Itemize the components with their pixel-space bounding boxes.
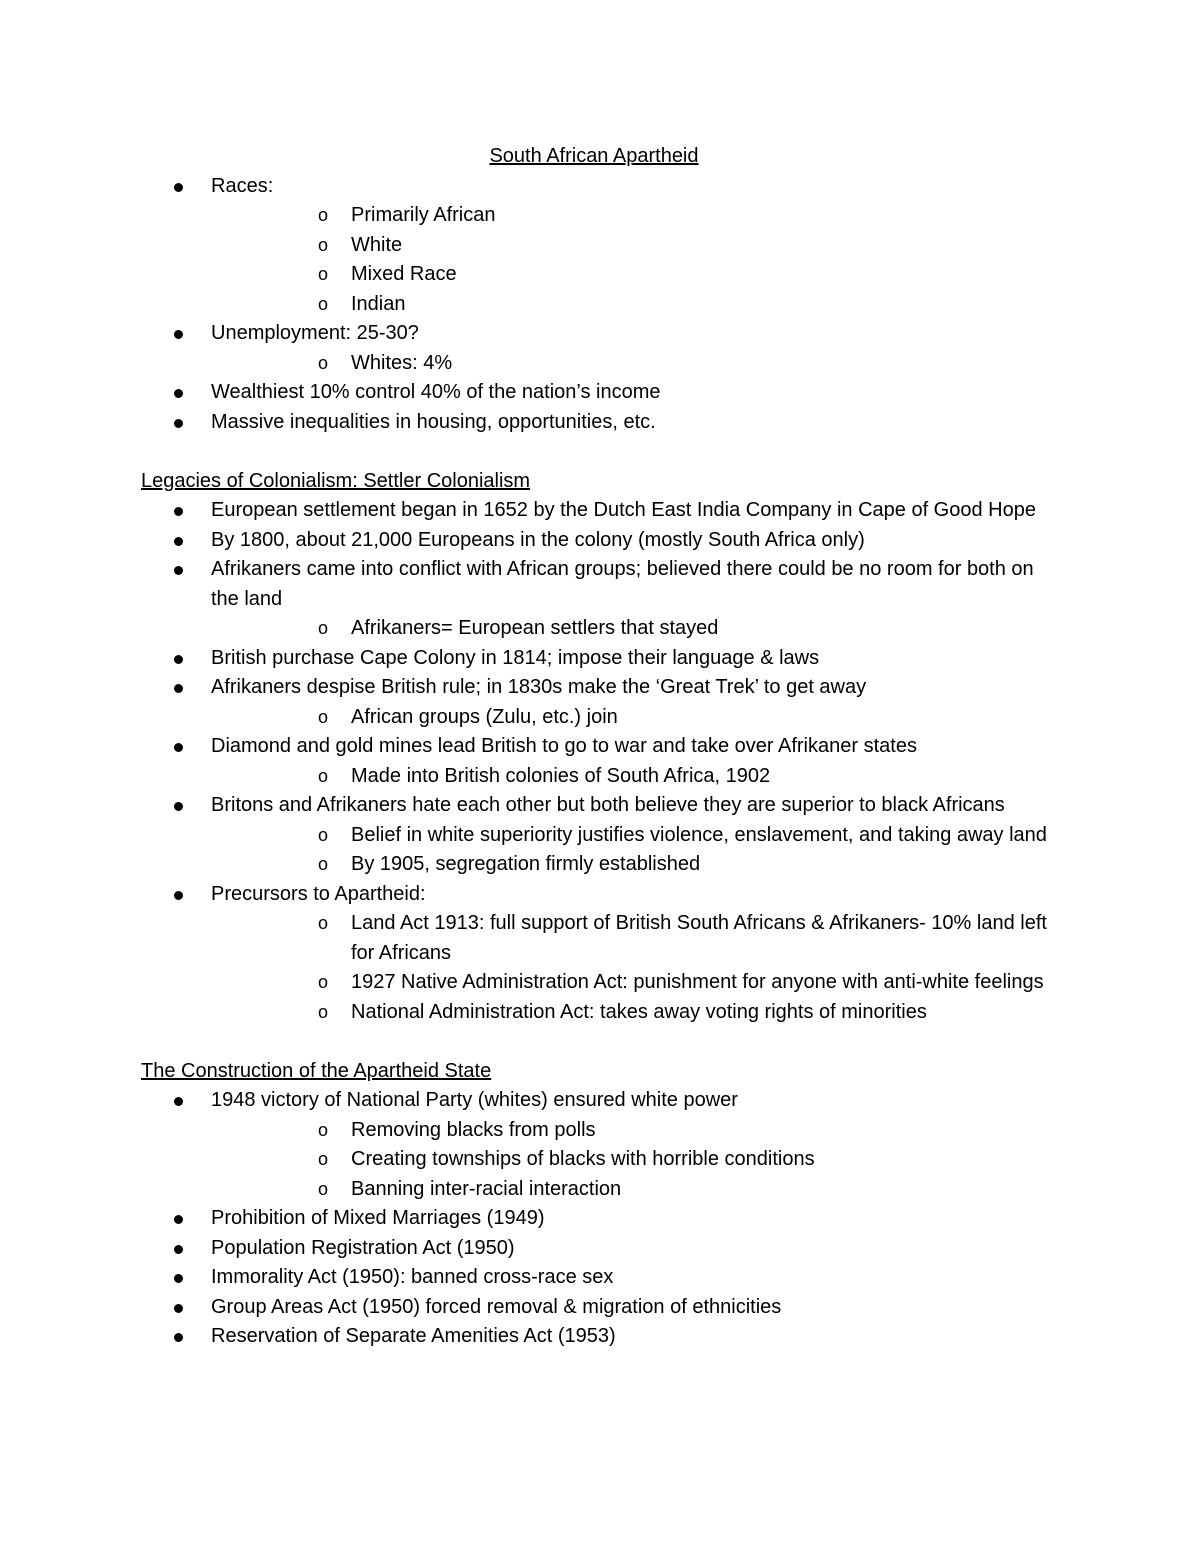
hollow-bullet-icon: o (318, 824, 329, 845)
bullet-dot-icon (174, 655, 183, 664)
section1-list (141, 172, 1061, 438)
bullet-dot-icon (174, 1097, 183, 1106)
sub-bullet-item (211, 968, 1061, 998)
sub-bullet-item (211, 1116, 1061, 1146)
bullet-item (141, 1204, 1061, 1234)
bullet-text: Diamond and gold mines lead British to go to war and take over Afrikaner states (211, 735, 917, 757)
sub-bullet-list (211, 703, 1061, 733)
bullet-dot-icon (174, 419, 183, 428)
hollow-bullet-icon: o (318, 765, 329, 786)
sub-bullet-item (211, 850, 1061, 880)
sub-bullet-item (211, 349, 1061, 379)
sub-bullet-text: Removing blacks from polls (351, 1118, 596, 1141)
sub-bullet-text: Whites: 4% (351, 351, 453, 374)
hollow-bullet-icon: o (318, 264, 329, 284)
bullet-text: Prohibition of Mixed Marriages (1949) (211, 1207, 545, 1229)
bullet-dot-icon (174, 507, 183, 516)
bullet-dot-icon (174, 1274, 183, 1283)
sub-bullet-item (211, 1175, 1061, 1205)
bullet-text: British purchase Cape Colony in 1814; impose their language & laws (211, 646, 820, 669)
bullet-item (141, 496, 1061, 526)
sub-bullet-text: Indian (351, 292, 406, 315)
sub-bullet-item (211, 290, 1061, 320)
bullet-dot-icon (174, 743, 183, 752)
sub-bullet-item (211, 260, 1061, 290)
sub-bullet-text: Made into British colonies of South Africa, 1902 (351, 764, 771, 787)
bullet-dot-icon (174, 1333, 183, 1342)
bullet-item (141, 555, 1061, 644)
sub-bullet-item (211, 703, 1061, 733)
bullet-text: Massive inequalities in housing, opportunities, etc. (211, 410, 656, 433)
sub-bullet-text: White (351, 233, 403, 256)
sub-bullet-text: African groups (Zulu, etc.) join (351, 705, 618, 728)
sub-bullet-text: Banning inter-racial interaction (351, 1177, 622, 1200)
bullet-item (141, 378, 1061, 408)
section2-list (141, 496, 1061, 1027)
sub-bullet-list (211, 821, 1061, 880)
bullet-item (141, 1293, 1061, 1323)
bullet-text: Britons and Afrikaners hate each other but both believe they are superior to black Africans (211, 794, 1005, 816)
hollow-bullet-icon: o (318, 1178, 329, 1199)
sub-bullet-text: Mixed Race (351, 263, 457, 285)
bullet-item (141, 644, 1061, 674)
bullet-text: 1948 victory of National Party (whites) ensured white power (211, 1089, 738, 1111)
bullet-text: Population Registration Act (1950) (211, 1236, 515, 1259)
bullet-text: Afrikaners despise British rule; in 1830s make the ‘Great Trek’ to get away (211, 676, 867, 698)
hollow-bullet-icon: o (318, 293, 329, 314)
sub-bullet-list (211, 1116, 1061, 1205)
bullet-text: Races: (211, 174, 274, 197)
sub-bullet-item (211, 201, 1061, 231)
section2-heading: Legacies of Colonialism: Settler Colonialism (141, 469, 531, 492)
hollow-bullet-icon: o (318, 1149, 329, 1169)
sub-bullet-text: Afrikaners= European settlers that stayed (351, 617, 719, 639)
bullet-item (141, 1086, 1061, 1204)
bullet-dot-icon (174, 183, 183, 192)
sub-bullet-item (211, 909, 1061, 968)
sub-bullet-text: Belief in white superiority justifies violence, enslavement, and taking away land (351, 823, 1047, 846)
sub-bullet-list (211, 614, 1061, 644)
hollow-bullet-icon: o (318, 352, 329, 373)
bullet-item (141, 172, 1061, 320)
bullet-dot-icon (174, 566, 183, 575)
bullet-item (141, 1322, 1061, 1352)
page-title: South African Apartheid (489, 145, 699, 167)
bullet-text: Wealthiest 10% control 40% of the nation’s income (211, 381, 661, 403)
document-body (141, 142, 1061, 1352)
bullet-text: Unemployment: 25-30? (211, 322, 419, 344)
sub-bullet-text: 1927 Native Administration Act: punishment for anyone with anti-white feelings (351, 971, 1044, 993)
spacer (141, 437, 1061, 467)
bullet-dot-icon (174, 684, 183, 693)
hollow-bullet-icon: o (318, 1119, 329, 1140)
bullet-dot-icon (174, 802, 183, 811)
section3-list (141, 1086, 1061, 1352)
bullet-item (141, 673, 1061, 732)
bullet-text: Reservation of Separate Amenities Act (1953) (211, 1325, 616, 1347)
bullet-text: Precursors to Apartheid: (211, 882, 426, 905)
spacer (141, 1027, 1061, 1057)
sub-bullet-item (211, 998, 1061, 1028)
hollow-bullet-icon: o (318, 1001, 329, 1022)
bullet-item (141, 526, 1061, 556)
sub-bullet-text: National Administration Act: takes away voting rights of minorities (351, 1000, 927, 1023)
hollow-bullet-icon: o (318, 972, 329, 992)
hollow-bullet-icon: o (318, 205, 329, 225)
bullet-text: Afrikaners came into conflict with African groups; believed there could be no room for both on the land (211, 558, 1034, 610)
bullet-item (141, 1234, 1061, 1264)
sub-bullet-list (211, 349, 1061, 379)
sub-bullet-text: Primarily African (351, 204, 496, 226)
hollow-bullet-icon: o (318, 234, 329, 255)
sub-bullet-text: Creating townships of blacks with horrible conditions (351, 1148, 815, 1170)
sub-bullet-list (211, 762, 1061, 792)
bullet-dot-icon (174, 389, 183, 398)
bullet-dot-icon (174, 1215, 183, 1224)
bullet-item (141, 319, 1061, 378)
sub-bullet-text: Land Act 1913: full support of British South Africans & Afrikaners- 10% land left for Africans (351, 912, 1047, 964)
hollow-bullet-icon: o (318, 706, 329, 727)
bullet-dot-icon (174, 1245, 183, 1254)
hollow-bullet-icon: o (318, 618, 329, 638)
bullet-text: Immorality Act (1950): banned cross-race sex (211, 1266, 614, 1288)
sub-bullet-item (211, 762, 1061, 792)
bullet-item (141, 1263, 1061, 1293)
bullet-text: Group Areas Act (1950) forced removal & migration of ethnicities (211, 1295, 782, 1318)
sub-bullet-text: By 1905, segregation firmly established (351, 853, 701, 875)
bullet-text: European settlement began in 1652 by the Dutch East India Company in Cape of Good Hope (211, 499, 1036, 521)
section3-heading: The Construction of the Apartheid State (141, 1059, 492, 1082)
sub-bullet-list (211, 909, 1061, 1027)
hollow-bullet-icon: o (318, 913, 329, 933)
bullet-dot-icon (174, 1304, 183, 1313)
sub-bullet-list (211, 201, 1061, 319)
bullet-dot-icon (174, 330, 183, 339)
bullet-item (141, 408, 1061, 438)
bullet-dot-icon (174, 891, 183, 900)
sub-bullet-item (211, 1145, 1061, 1175)
hollow-bullet-icon: o (318, 854, 329, 874)
bullet-item (141, 791, 1061, 880)
bullet-item (141, 880, 1061, 1028)
sub-bullet-item (211, 231, 1061, 261)
sub-bullet-item (211, 821, 1061, 851)
bullet-item (141, 732, 1061, 791)
sub-bullet-item (211, 614, 1061, 644)
bullet-dot-icon (174, 537, 183, 546)
bullet-text: By 1800, about 21,000 Europeans in the colony (mostly South Africa only) (211, 528, 865, 551)
